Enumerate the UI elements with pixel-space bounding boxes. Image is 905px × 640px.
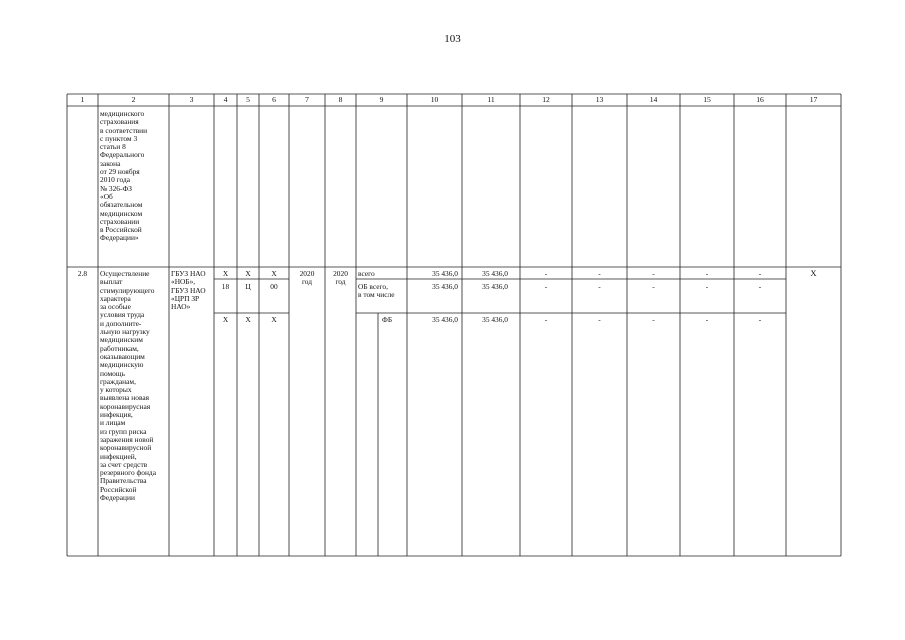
text-line: инфекцией, (100, 451, 137, 461)
text-line: «ЦРП ЗР (171, 293, 200, 303)
text-line: характера (100, 293, 131, 303)
dash-cell: - (652, 282, 655, 291)
value-cell: 35 436,0 (482, 282, 508, 291)
end-year (325, 270, 356, 287)
text-line: НАО» (171, 302, 191, 312)
source-label (358, 283, 394, 300)
header-cell-2: 2 (131, 95, 136, 104)
text-line: Осуществление (100, 269, 150, 278)
text-line: «Об (100, 191, 113, 201)
value-cell: 35 436,0 (432, 315, 458, 324)
text-line: выявлена новая (100, 393, 150, 403)
text-line: Федерации (100, 493, 135, 503)
code-cell: X (245, 269, 251, 278)
text-line: страхования (100, 117, 139, 127)
header-cell-17: 17 (809, 95, 818, 104)
page-number: 103 (444, 33, 461, 45)
dash-cell: - (598, 315, 601, 324)
source-label: всего (358, 269, 375, 278)
row-number: 2.8 (77, 269, 88, 278)
header-cell-3: 3 (189, 95, 194, 104)
dash-cell: - (652, 269, 655, 278)
text-line: за счет средств (100, 459, 148, 469)
text-line: и дополните- (100, 318, 142, 328)
text-line: № 326-ФЗ (100, 183, 132, 193)
dash-cell: - (598, 269, 601, 278)
text-line: с пунктом 3 (100, 133, 138, 143)
text-line: ГБУЗ НАО (171, 285, 206, 295)
column-17-mark: X (810, 268, 817, 278)
header-cell-10: 10 (430, 95, 439, 104)
text-line: Российской (100, 484, 137, 494)
header-cell-11: 11 (487, 95, 495, 104)
header-cell-8: 8 (338, 95, 343, 104)
dash-cell: - (705, 282, 709, 291)
dash-cell: - (758, 282, 762, 291)
text-line: выплат (100, 277, 123, 287)
source-label: ФБ (382, 315, 393, 324)
dash-cell: - (758, 269, 762, 278)
code-cell: X (222, 315, 229, 324)
executor (171, 270, 206, 311)
text-line: помощь (100, 368, 125, 378)
text-line: льную нагрузку (100, 327, 150, 337)
text-line: год (335, 277, 346, 287)
text-line: 2020 (333, 269, 348, 278)
dash-cell: - (598, 282, 601, 291)
text-line: стимулирующего (100, 285, 155, 295)
code-cell: X (271, 269, 277, 278)
header-cell-6: 6 (272, 95, 276, 104)
text-line: в соответствии (100, 125, 148, 135)
continuation-name (100, 110, 147, 243)
header-cell-16: 16 (756, 95, 764, 104)
header-cell-7: 7 (305, 95, 309, 104)
code-cell: 00 (270, 282, 278, 291)
text-line: медицинскую (100, 360, 144, 370)
dash-cell: - (758, 315, 762, 324)
text-line: статьи 8 (100, 142, 126, 152)
text-line: за особые (100, 302, 131, 312)
text-line: ГБУЗ НАО (171, 269, 206, 278)
dash-cell: - (705, 269, 709, 278)
header-cell-5: 5 (246, 95, 250, 104)
dash-cell: - (544, 282, 548, 291)
text-line: в Российской (100, 225, 142, 235)
value-cell: 35 436,0 (482, 315, 508, 324)
text-line: Правительства (100, 476, 147, 486)
text-line: гражданам, (100, 376, 136, 386)
value-cell: 35 436,0 (432, 269, 458, 278)
text-line: медицинском (100, 208, 143, 218)
text-line: «НОБ», (171, 277, 196, 287)
header-cell-13: 13 (595, 95, 604, 104)
text-line: работникам, (100, 343, 139, 353)
start-year (289, 270, 325, 287)
dash-cell: - (652, 315, 655, 324)
code-cell: X (271, 315, 277, 324)
code-cell: Ц (245, 282, 251, 291)
text-line: оказывающим (100, 351, 145, 361)
value-cell: 35 436,0 (432, 282, 458, 291)
text-line: инфекция, (100, 410, 133, 420)
code-cell: X (222, 269, 229, 278)
header-cell-15: 15 (703, 95, 711, 104)
header-cell-9: 9 (379, 95, 384, 104)
dash-cell: - (544, 269, 548, 278)
code-cell: X (245, 315, 251, 324)
text-line: у которых (100, 385, 132, 395)
text-line: в том числе (358, 290, 395, 300)
text-line: Федерации» (100, 233, 139, 243)
text-line: и лицам (100, 418, 126, 428)
text-line: резервного фонда (100, 468, 156, 478)
header-cell-12: 12 (542, 95, 550, 104)
value-cell: 35 436,0 (482, 269, 508, 278)
text-line: 2010 года (100, 175, 130, 185)
header-cell-14: 14 (649, 95, 658, 104)
text-line: коронавирусной (100, 443, 152, 453)
dash-cell: - (705, 315, 709, 324)
text-line: медицинского (100, 109, 145, 118)
text-line: обязательном (100, 200, 143, 210)
text-line: из групп риска (100, 426, 147, 436)
header-cell-4: 4 (223, 95, 228, 104)
text-line: коронавирусная (100, 401, 151, 411)
row-name (100, 270, 156, 502)
text-line: страховании (100, 216, 140, 226)
dash-cell: - (544, 315, 548, 324)
header-cell-1: 1 (80, 95, 85, 104)
text-line: закона (100, 158, 121, 168)
text-line: от 29 ноября (100, 167, 140, 177)
text-line: ОБ всего, (358, 282, 388, 291)
text-line: заражения новой (100, 434, 154, 444)
text-line: год (301, 277, 313, 287)
text-line: условия труда (100, 310, 145, 320)
text-line: медицинским (100, 335, 143, 345)
text-line: 2020 (299, 269, 315, 278)
text-line: Федерального (100, 150, 145, 160)
code-cell: 18 (221, 282, 230, 291)
